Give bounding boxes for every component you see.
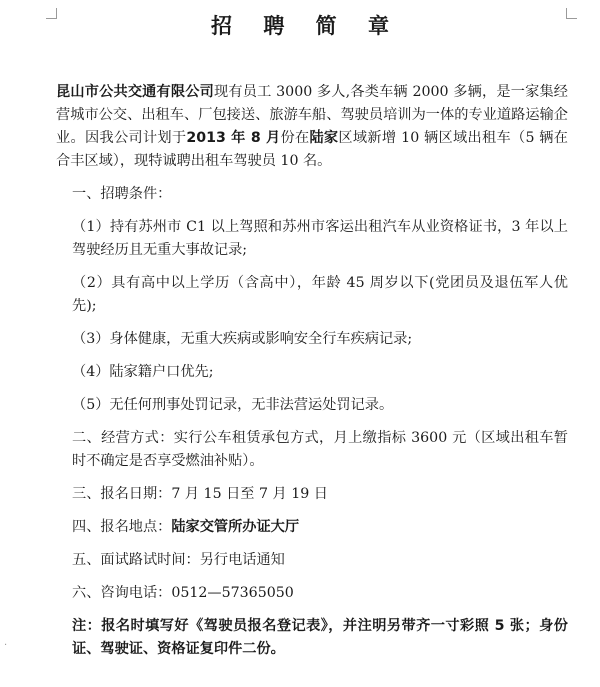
document-title: 招 聘 简 章	[211, 13, 401, 38]
note-paragraph: 注：报名时填写好《驾驶员报名登记表》，并注明另带齐一寸彩照 5 张；身份证、驾驶证、资格证复印件二份。	[72, 618, 568, 657]
location-label: 四、报名地点：	[72, 519, 172, 535]
margin-mark: ·	[4, 640, 8, 651]
requirement-item: （4）陆家籍户口优先;	[72, 364, 214, 380]
intro-area: 陆家	[309, 130, 339, 146]
intro-text-3: 区域新增 10 辆区域出租车（5 辆在合丰区域），现特诚聘出租车驾驶员 10 名。	[56, 130, 568, 169]
intro-date: 2013 年 8 月	[186, 130, 281, 146]
requirement-item: （1）持有苏州市 C1 以上驾照和苏州市客运出租汽车从业资格证书，3 年以上驾驶经历且无重大事故记录;	[72, 219, 568, 258]
requirement-item: （3）身体健康，无重大疾病或影响安全行车疾病记录;	[72, 331, 413, 347]
intro-text-2: 份在	[280, 130, 310, 146]
requirement-item: （5）无任何刑事处罚记录，无非法营运处罚记录。	[72, 397, 394, 413]
section-6-phone: 六、咨询电话：0512—57365050	[72, 585, 294, 601]
intro-text: 现有员工 3000 多人,各类车辆 2000 多辆，是一家集经营城市公交、出租车、厂包接送、旅游车船、驾驶员培训为一体的专业道路运输企业。因我公司计划于	[56, 84, 568, 146]
company-name: 昆山市公共交通有限公司	[56, 84, 214, 100]
section-4-location	[56, 516, 568, 539]
intro-paragraph	[56, 81, 568, 173]
section-5-interview: 五、面试路试时间：另行电话通知	[72, 552, 285, 568]
section-1-heading: 一、招聘条件：	[72, 186, 172, 202]
section-2-operation: 二、经营方式：实行公车租赁承包方式，月上缴指标 3600 元（区域出租车暂时不确定是否享受燃油补贴）。	[72, 430, 568, 469]
document-body	[56, 81, 568, 671]
requirement-item: （2）具有高中以上学历（含高中），年龄 45 周岁以下(党团员及退伍军人优先);	[72, 275, 568, 314]
location-value: 陆家交管所办证大厅	[171, 519, 300, 535]
section-3-date: 三、报名日期：7 月 15 日至 7 月 19 日	[72, 486, 328, 502]
